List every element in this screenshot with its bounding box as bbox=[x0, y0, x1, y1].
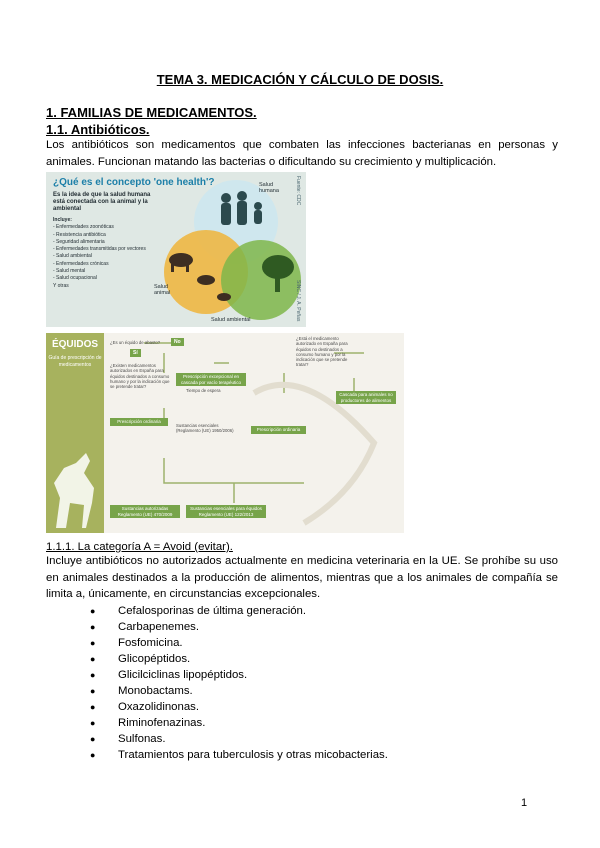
include-item: - Salud ocupacional bbox=[53, 275, 97, 282]
list-item: ● Glicilciclinas lipopéptidos. bbox=[90, 667, 388, 683]
human-health-label: Salud humana bbox=[259, 182, 279, 194]
exceptional-cascade-box: Prescripción excepcional en cascada por vacío terapéutico bbox=[176, 373, 246, 386]
include-item: - Salud mental bbox=[53, 268, 86, 275]
include-item: - Salud ambiental bbox=[53, 253, 92, 260]
include-item: - Seguridad alimentaria bbox=[53, 238, 105, 245]
question-food-animal: ¿Es un équido de abasto? bbox=[110, 340, 161, 345]
ordinary-prescription-box: Prescripción ordinaria bbox=[110, 418, 168, 426]
list-item: ● Oxazolidinonas. bbox=[90, 699, 388, 715]
yes-tag: Sí bbox=[130, 349, 141, 357]
question-non-food: ¿Está el medicamento autorizado en España para équidos no destinados a consumo humano y por la indicación que se pretende tratar? bbox=[296, 336, 348, 368]
equidos-figure bbox=[46, 333, 404, 533]
essential-substances-note: Sustancias esenciales (Reglamento (UE) 1950/2006) bbox=[176, 423, 234, 434]
subsection-heading: 1.1. Antibióticos. bbox=[46, 122, 150, 137]
category-paragraph: Incluye antibióticos no autorizados actualmente en medicina veterinaria en la UE. Se prohíbe su uso en animales destinados a la producción de alimentos, mientras que a los animales de compañía se limita a, únicamente, en circunstancias excepcionales. bbox=[46, 555, 558, 600]
include-item: Y otras bbox=[53, 282, 69, 289]
page-title: TEMA 3. MEDICACIÓN Y CÁLCULO DE DOSIS. bbox=[156, 72, 444, 87]
question-authorized: ¿Existen medicamentos autorizados en España para équidos destinados a consumo humano y por la indicación que se pretende tratar? bbox=[110, 363, 170, 390]
animal-health-label: Salud animal bbox=[154, 284, 171, 296]
antibiotic-list bbox=[90, 603, 388, 763]
withdrawal-note: Tiempo de espera bbox=[186, 388, 221, 393]
one-health-figure bbox=[46, 172, 306, 327]
one-health-includes bbox=[53, 217, 146, 290]
one-health-subtitle: Es la idea de que la salud humana está conectada con la animal y la ambiental bbox=[53, 192, 151, 212]
list-item: ● Fosfomicina. bbox=[90, 635, 388, 651]
authorized-substances-box: Sustancias autorizadas Reglamento (UE) 470/2009 bbox=[110, 505, 180, 518]
include-item: - Resistencia antibiótica bbox=[53, 231, 106, 238]
page-number: 1 bbox=[521, 797, 528, 809]
environment-health-circle bbox=[221, 240, 301, 320]
equidos-side-panel bbox=[46, 333, 104, 533]
ordinary-prescription-box-2: Prescripción ordinaria bbox=[251, 426, 306, 434]
list-item: ● Sulfonas. bbox=[90, 731, 388, 747]
equidos-title: ÉQUIDOS bbox=[51, 339, 99, 350]
list-item: ● Cefalosporinas de última generación. bbox=[90, 603, 388, 619]
equidos-subtitle: Guía de prescripción de medicamentos bbox=[48, 355, 102, 368]
figure-credit: SINC / J. A. Peñas bbox=[295, 279, 301, 321]
list-item: ● Riminofenazinas. bbox=[90, 715, 388, 731]
intro-paragraph: Los antibióticos son medicamentos que combaten las infecciones bacterianas en personas y animales. Funcionan matando las bacterias o dificultando su crecimiento y multiplicación. bbox=[46, 139, 558, 168]
list-item: ● Tratamientos para tuberculosis y otras micobacterias. bbox=[90, 747, 388, 763]
list-item: ● Carbapenemes. bbox=[90, 619, 388, 635]
include-item: - Enfermedades transmitidas por vectores bbox=[53, 246, 146, 253]
one-health-title: ¿Qué es el concepto 'one health'? bbox=[53, 177, 215, 188]
category-heading: 1.1.1. La categoría A = Avoid (evitar). bbox=[46, 541, 233, 553]
section-heading: 1. FAMILIAS DE MEDICAMENTOS. bbox=[46, 105, 257, 120]
list-item: ● Monobactams. bbox=[90, 683, 388, 699]
includes-label: Incluye: bbox=[53, 217, 72, 223]
non-food-cascade-box: Cascada para animales no productores de alimentos bbox=[336, 391, 396, 404]
figure-source: Fuente: CDC bbox=[295, 176, 301, 206]
no-tag: No bbox=[171, 338, 184, 346]
horse-icon bbox=[46, 443, 104, 533]
environment-health-label: Salud ambiental bbox=[211, 317, 251, 323]
list-item: ● Glicopéptidos. bbox=[90, 651, 388, 667]
include-item: - Enfermedades zoonóticas bbox=[53, 224, 114, 231]
include-item: - Enfermedades crónicas bbox=[53, 260, 109, 267]
essential-equine-substances-box: Sustancias esenciales para équidos Reglamento (UE) 122/2013 bbox=[186, 505, 266, 518]
